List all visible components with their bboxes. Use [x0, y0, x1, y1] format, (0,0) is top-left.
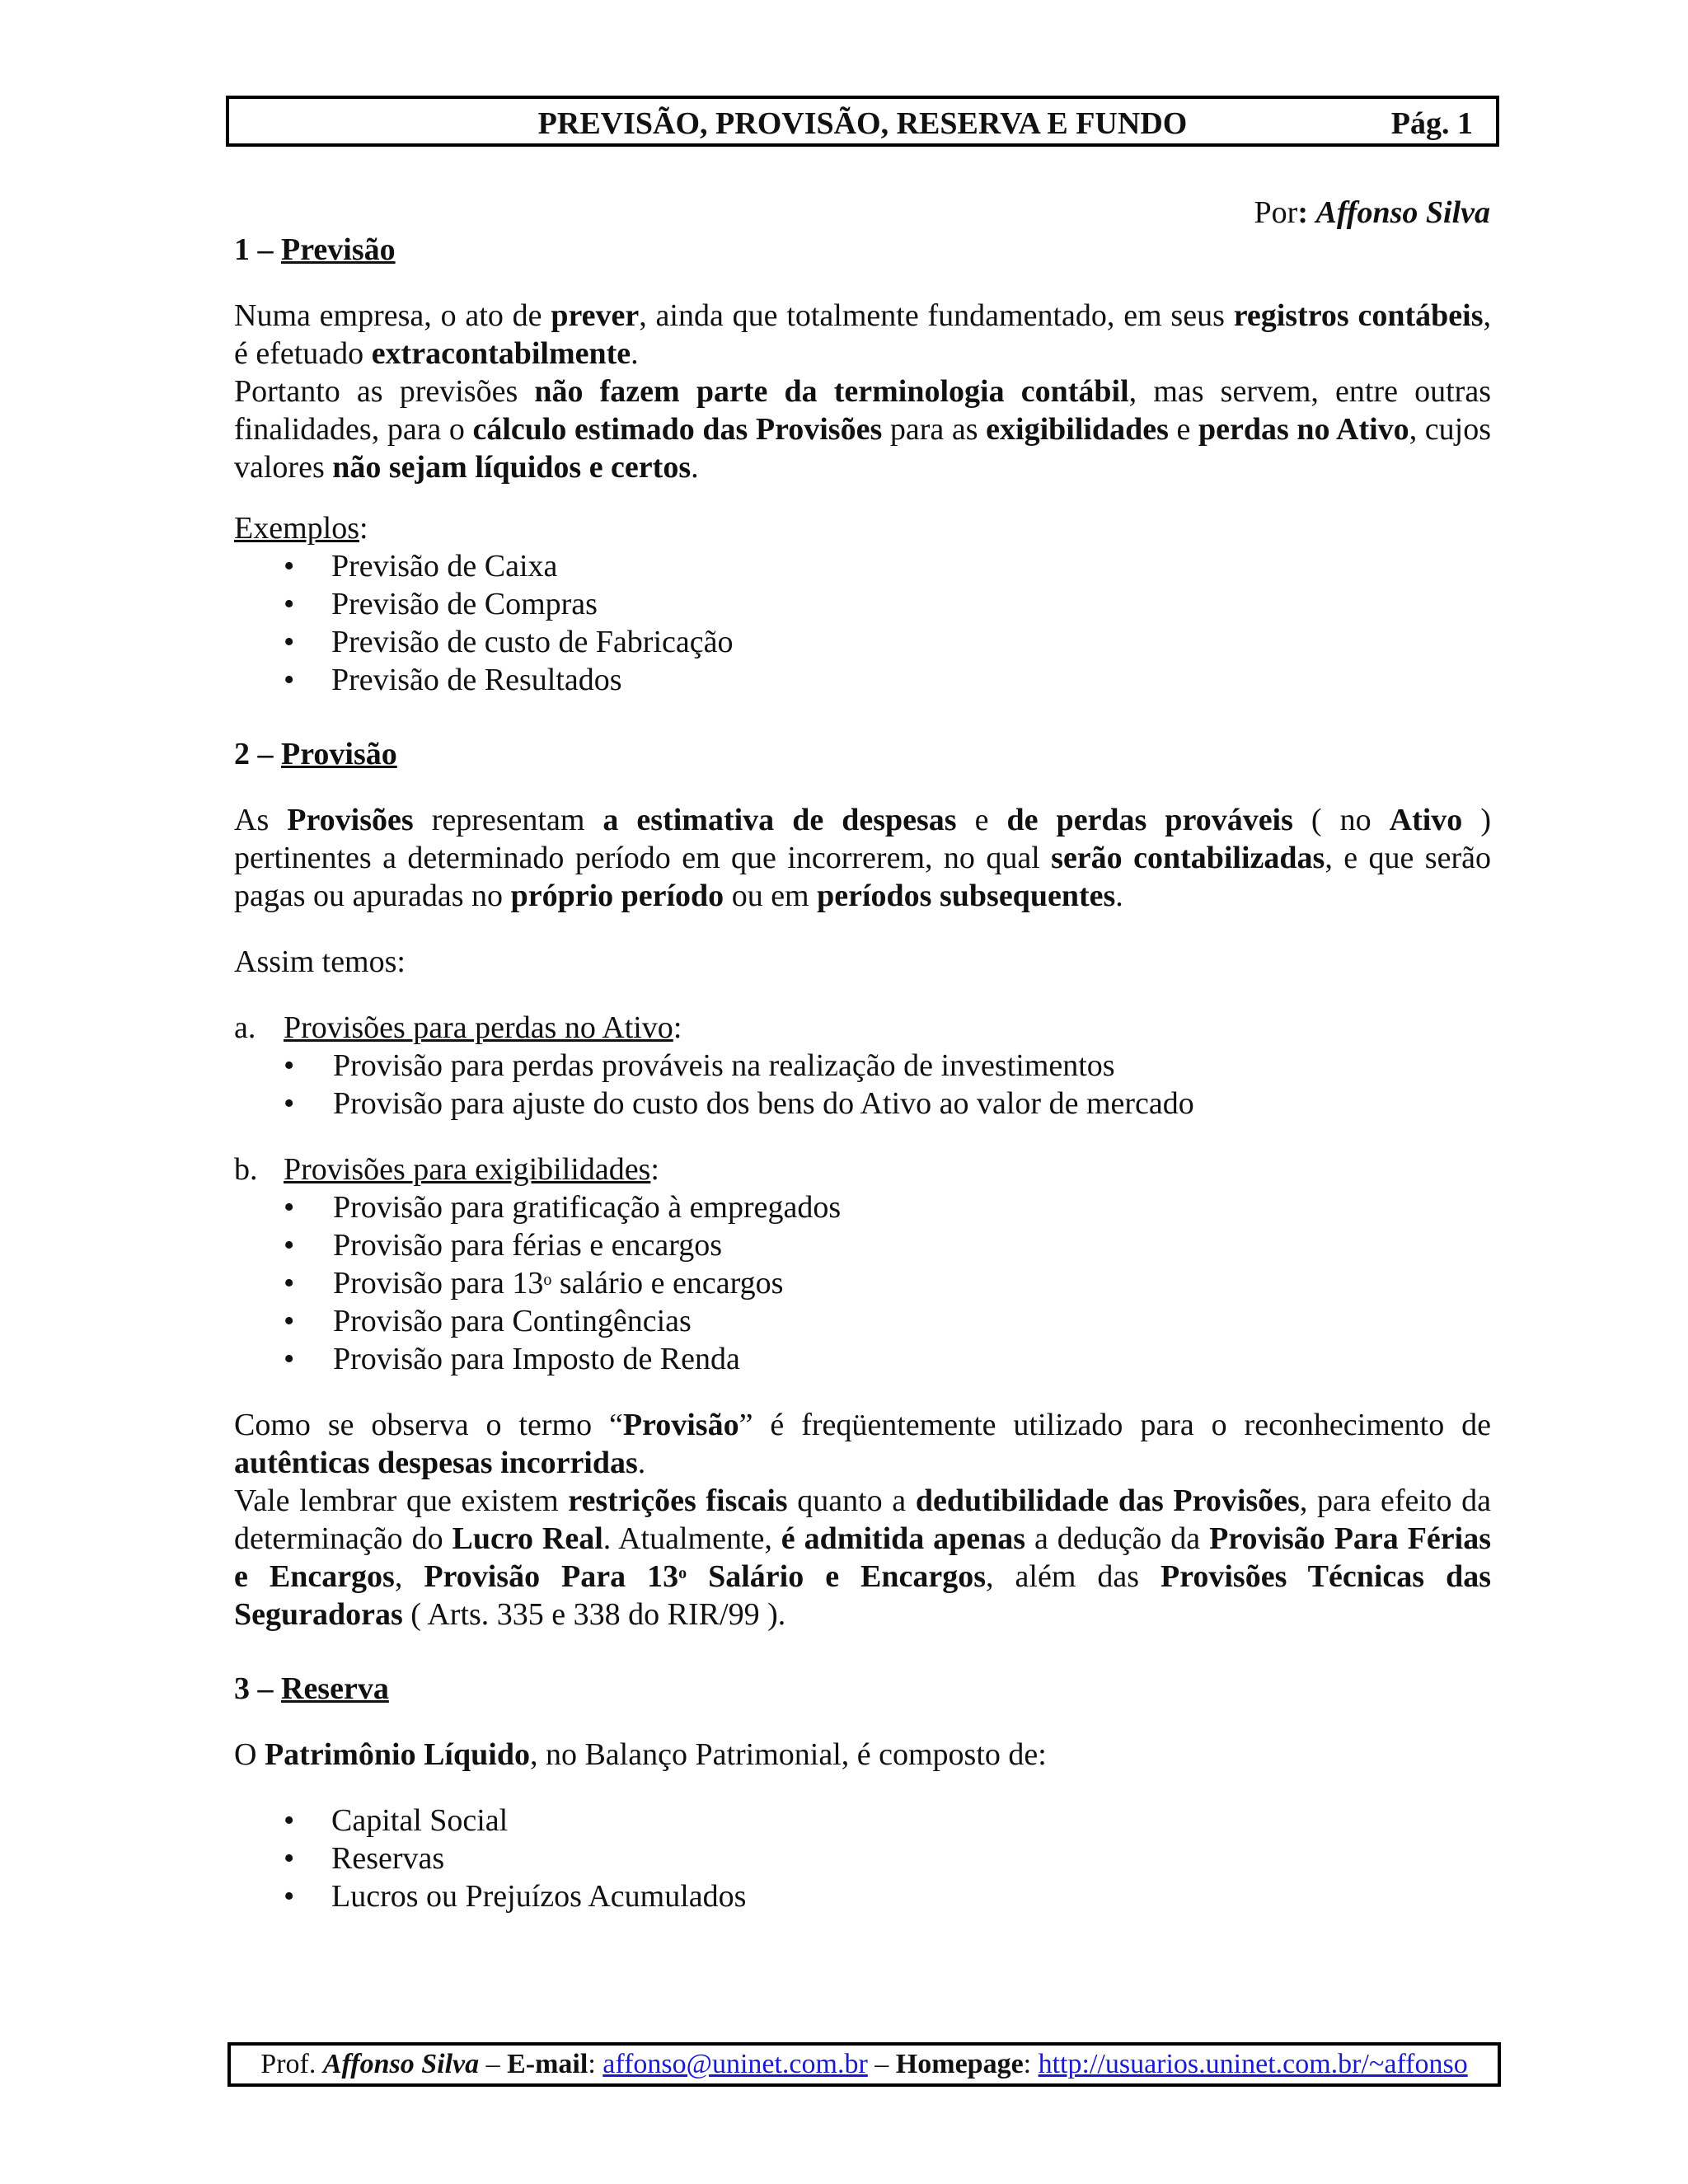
list-item: • Provisão para gratificação à empregados [284, 1188, 1491, 1226]
list-item: • Provisão para 13$^o$ salário e encargos [284, 1264, 1491, 1302]
author-prefix: Por [1254, 195, 1298, 230]
footer-author-name: Affonso Silva [322, 2049, 480, 2079]
author-line [1254, 194, 1490, 231]
list-item: • Previsão de Caixa [284, 547, 1491, 585]
list-item: • Provisão para Contingências [284, 1302, 1491, 1340]
document-title: PREVISÃO, PROVISÃO, RESERVA E FUNDO [537, 106, 1188, 141]
list-item: • Previsão de Compras [284, 585, 1491, 623]
list-item: • Provisão para Imposto de Renda [284, 1340, 1491, 1378]
list-item: • Lucros ou Prejuízos Acumulados [284, 1877, 1491, 1915]
list-item: • Provisão para ajuste do custo dos bens do Ativo ao valor de mercado [284, 1085, 1491, 1122]
section-2-paragraph-3: Vale lembrar que existem restrições fiscais quanto a dedutibilidade das Provisões, para efeito da determinação do Lucro Real. Atualmente, é admitida apenas a dedução da Provisão Para Férias e Encargos, Provisão Para 13$^o$ Salário e Encargos, além das Provisões Técnicas das Seguradoras ( Arts. 335 e 338 do RIR/99 ). [234, 1483, 1491, 1632]
page-number: Pág. 1 [1390, 106, 1473, 141]
email-link[interactable]: affonso@uninet.com.br [603, 2049, 868, 2079]
list-item: • Previsão de Resultados [284, 661, 1491, 699]
list-item: • Provisão para férias e encargos [284, 1226, 1491, 1264]
equity-components-list [234, 1802, 1491, 1915]
section-1-heading [234, 231, 1491, 269]
footer-prof: Prof. [260, 2049, 323, 2079]
section-title: Reserva [281, 1671, 389, 1706]
group-b-list [234, 1188, 1491, 1378]
footer-email-label: E-mail [507, 2049, 588, 2079]
author-name: Affonso Silva [1315, 195, 1490, 230]
section-number: 2 – [234, 737, 281, 771]
page-header [226, 96, 1499, 147]
list-item: • Capital Social [284, 1802, 1491, 1840]
section-3-heading [234, 1670, 1491, 1708]
section-1-paragraph-2: Portanto as previsões não fazem parte da terminologia contábil, mas servem, entre outras finalidades, para o cálculo estimado das Provisões para as exigibilidades e perdas no Ativo, cujos valores não sejam líquidos e certos. [234, 374, 1492, 485]
section-3-paragraph-1: O Patrimônio Líquido, no Balanço Patrimonial, é composto de: [234, 1737, 1047, 1772]
group-a-list [234, 1047, 1491, 1122]
footer-homepage-label: Homepage [895, 2049, 1024, 2079]
page-footer: Prof. Affonso Silva – E-mail: affonso@uninet.com.br – Homepage: http://usuarios.uninet.com.br/~affonso [227, 2042, 1501, 2087]
author-colon: : [1297, 195, 1308, 230]
section-2-paragraph-1: As Provisões representam a estimativa de despesas e de perdas prováveis ( no Ativo ) pertinentes a determinado período em que incorrerem, no qual serão contabilizadas, e que serão pagas ou apuradas no próprio período ou em períodos subsequentes. [234, 803, 1491, 913]
section-number: 1 – [234, 232, 281, 267]
document-body [234, 231, 1491, 1915]
group-a-heading: a. Provisões para perdas no Ativo: [234, 1010, 682, 1045]
section-2-heading [234, 735, 1491, 773]
examples-label: Exemplos: [234, 511, 368, 546]
list-item: • Provisão para perdas prováveis na realização de investimentos [284, 1047, 1491, 1085]
list-item: • Reservas [284, 1840, 1491, 1877]
assim-temos: Assim temos: [234, 944, 406, 979]
list-item: • Previsão de custo de Fabricação [284, 623, 1491, 661]
group-b-heading: b. Provisões para exigibilidades: [234, 1152, 659, 1187]
section-1-paragraph-1: Numa empresa, o ato de prever, ainda que totalmente fundamentado, em seus registros contábeis, é efetuado extracontabilmente. [234, 298, 1492, 371]
section-title: Provisão [281, 737, 397, 771]
section-2-paragraph-2: Como se observa o termo “Provisão” é freqüentemente utilizado para o reconhecimento de autênticas despesas incorridas. [234, 1408, 1491, 1480]
examples-list [234, 547, 1491, 699]
section-number: 3 – [234, 1671, 281, 1706]
section-title: Previsão [281, 232, 396, 267]
homepage-link[interactable]: http://usuarios.uninet.com.br/~affonso [1038, 2049, 1468, 2079]
